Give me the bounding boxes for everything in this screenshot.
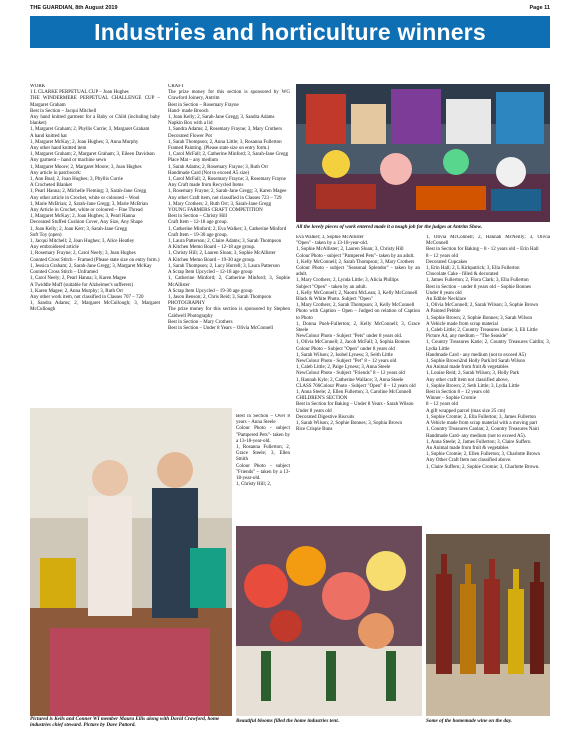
result-line: Best in Section – Jacqui Mitchell: [30, 108, 97, 114]
craft-display-photo: [296, 84, 550, 222]
result-line: 1, Jacqui Mitchell; 2, Joan Hughes; 3, Alice Heatley: [30, 239, 135, 245]
result-line: 1, Donna Pueh-Fullerton; 2, Kelly McConnell; 3, Grace Steele: [296, 321, 420, 334]
result-line: "Open" - taken by a 13-18-year-old.: [296, 241, 369, 247]
result-line: A Painted Pebble: [426, 309, 461, 315]
result-line: Best in Section – Mary Crothers: [168, 319, 233, 325]
result-line: 1, Carol Neely; 2, Pearl Hanna; 3, Karen Magee: [30, 276, 127, 282]
result-line: 1, Country Treasures Caolan; 2, Country Treasures Nairi: [426, 427, 540, 433]
result-line: Place Mat – any medium: [168, 158, 218, 164]
result-line: 1, Sarah Thompson; 2, Anna Little; 3, Rosanna Fullerton: [168, 139, 282, 145]
result-line: Handmade Card (Not to exceed A5 size): [168, 170, 250, 176]
result-line: 1, Sophie Brown; 2, Seth Little; 3, Lydia Little: [426, 383, 520, 389]
result-line: Framed Painting. (Please state size on entry form.): [168, 146, 270, 152]
result-line: Any Article in Crochet, white or coloured – Fine Thread: [30, 208, 143, 214]
homemade-wine-photo: [426, 534, 550, 716]
result-line: 1, Erin Hall; 2, L Kirkpatrick; 3, Ella Fullerton: [426, 266, 520, 272]
result-line: Colour Photo – Subject "Open" under 8 years old: [296, 346, 395, 352]
result-line: Decorated Cupcakes: [426, 259, 468, 265]
caption-blooms: Beautiful blooms filled the home industries tent.: [236, 718, 340, 724]
result-line: Best in Section for Baking – Under 8 Years - Sarah Wilson: [296, 402, 414, 408]
result-line: Colour Photo - subject "Friends" – taken by a 13-18-year-old.: [236, 463, 290, 482]
result-line: 1, Mary Crothers; 2, Ruth Orr; 3, Sarah-Jane Gregg: [168, 201, 272, 207]
result-line: Picture A4, any medium – "The Seaside": [426, 334, 508, 340]
blooms-illustration: [236, 526, 422, 716]
result-line: Best in Section – Rosemary Frayne: [168, 102, 239, 108]
result-line: 1, Margaret Graham; 2, Margaret Graham; 3, Eileen Davidson: [30, 152, 155, 158]
result-line: 1, Christy Hill; 2,: [236, 482, 272, 488]
result-line: Decorated Stuffed Cushion Cover, Any Size, Any Shape: [30, 220, 143, 226]
result-line: Handmade Card - any medium (not to exceed A5): [426, 352, 526, 358]
result-line: 1, Rosemary Frayne; 2, Carol Neely; 3, Joan Hughes: [30, 251, 136, 257]
result-line: Colour Photo - subject "Seasonal Splendor" - taken by an adult.: [296, 266, 420, 278]
page-header-bar: [30, 2, 550, 14]
result-line: 1, Karen Magee; 2, Anna Murphy; 3, Ruth Orr: [30, 288, 124, 294]
result-line: NewColour Photo - Subject "Pets" under 8 years old.: [296, 334, 403, 340]
result-line: Under 8 years old: [296, 408, 332, 414]
result-line: An Animal made from fruit & vegetables: [426, 445, 509, 451]
result-line: Handmade Card- any medium (not to exceed A5).: [426, 433, 526, 439]
result-line: 1, Louise Reid; 2, Sarah Wilson; 3, Holly Park: [426, 371, 520, 377]
result-line: A Twiddle Muff (suitable for Alzheimer's sufferers): [30, 282, 134, 288]
result-line: Any embroidered article: [30, 245, 79, 251]
results-column-3: [296, 235, 420, 523]
result-line: The prize money for this section is sponsored by Stephen Caldwell Photography: [168, 307, 290, 319]
result-line: 1, Kelly McConnell; 2, Naomi McLean; 3, Kelly McConnell: [296, 290, 418, 296]
result-line: A Vehicle made from scrap material with a moving part: [426, 421, 538, 427]
result-line: Craft Item – 12-18 age group.: [168, 220, 228, 226]
result-line: 1, Catherine Minford; 2, Eva Walker; 3, Catherine Minford: [168, 226, 287, 232]
result-line: 1, Marie McBrian; 2, Sarah-Jane Gregg; 3, Marie McBrian: [30, 201, 148, 207]
result-line: 1, Carol McFall; 2, Catherine Minford; 3, Sarah-Jane Gregg: [168, 152, 289, 158]
results-column-2: [168, 84, 290, 414]
page-number: Page 11: [529, 5, 550, 11]
result-line: Any other work item, not classified in Classes 707 – 720: [30, 294, 144, 300]
result-line: 1, Pearl Hanna; 2, Michelle Fleming; 3, Sarah-Jane Gregg: [30, 189, 147, 195]
result-line: Colour Photo - subject "Pampered Pets"- taken by a 13-18-year-old.: [236, 426, 290, 444]
result-line: 1, Margaret Graham; 2, Phyllis Currie; 3, Margaret Graham: [30, 127, 150, 133]
result-line: Best in Section – Under 8 Years – Olivia McConnell: [168, 325, 273, 331]
result-line: 1, Joan Kelly; 2, Sarah-Jane Gregg; 3, Sandra Adams: [168, 115, 275, 121]
result-line: 1, Ann Boal; 2, Joan Hughes; 3, Phyllis Currie: [30, 177, 123, 183]
result-line: Best in Section – Over 8 years – Anna Steele: [236, 414, 290, 426]
result-line: 1, Sandra Adams; 2, Rosemary Frayne; 3, Mary Crothers: [168, 127, 283, 133]
result-line: A Kitchen Memo Board – 12-18 age group.: [168, 245, 256, 251]
result-line: 1, Olivia McConnell; 2, Sarah Wilson; 3, Sophie Brown: [426, 303, 539, 309]
result-line: 1, Catherine Minford; 2, Catherine Minford; 3, Sophie McAllister: [168, 276, 290, 288]
result-line: Counted Cross Stitch – Unframed: [30, 270, 98, 276]
result-line: 1, James Fullerton; 2, Flora Clark; 3, Ella Fullerton: [426, 278, 529, 284]
result-line: Decorated Digestive Biscuits: [296, 414, 355, 420]
result-line: Eva Walker; 3, Sophie McAllister: [296, 235, 364, 240]
headline-banner: [30, 16, 550, 48]
result-line: Craft Item – 19-30 age group.: [168, 232, 228, 238]
result-line: Napkin Box with a lid: [168, 121, 213, 127]
result-line: Any other hand knitted item: [30, 146, 87, 152]
result-line: A hand knitted hat: [30, 133, 67, 139]
result-line: Best in Section – under 8 years old – Sophie Bonnes: [426, 284, 531, 290]
result-line: 1, Jason Benson; 2, Chris Reid; 3, Sarah Thompson: [168, 294, 272, 300]
result-line: 1, Country Treasures Katie; 2, Country Treasures Caitlin; 3, Lydia Little: [426, 340, 550, 352]
portrait-illustration: [30, 408, 232, 716]
caption-maura-ellis: Pictured is Kells and Conner WI member Maura Ellis along with David Crawford, home industries chief steward. Picture by Dave Pattord.: [30, 716, 220, 729]
result-line: 1, Rosanna Fullerton; 2, Grace Steele; 3, Ellen Smith: [236, 445, 290, 463]
result-line: The prize money for this section is sponsored by WG Crawford Joinery, Antrim: [168, 90, 290, 102]
result-line: 1, Sophie Brown2nd Holly Park3rd Sarah Wilson: [426, 359, 526, 365]
result-line: 1, Jessica Graham; 2, Sarah-Jane Gregg; 3, Margaret McKay: [30, 263, 152, 269]
craft-display-illustration: [296, 84, 550, 222]
result-line: 1, Sophie Cromie; 2, Ellen Fullerton; 3, Charlotte Brown: [426, 452, 541, 458]
result-line: 8 – 12 years old: [426, 402, 458, 408]
wine-bottles-illustration: [426, 534, 550, 716]
result-line: Any hand knitted garment for a Baby or Child (including baby blanket): [30, 115, 160, 127]
result-line: A Scrap Item Upcycled – 19-30 age group: [168, 288, 253, 294]
result-line: A Crocheted Blanket: [30, 183, 72, 189]
result-line: NewColour Photo - Subject "Friends" 8 – 12 years old: [296, 371, 405, 377]
result-line: Any Other Craft Item not classified above.: [426, 458, 512, 464]
result-line: 1, Anna Steele; 2, James Fullerton; 3, Claire Suffern: [426, 439, 531, 445]
blooms-photo: [236, 526, 422, 716]
result-line: CLASS 766Colour Photo - Subject "Open" 8 – 12 years old: [296, 383, 416, 389]
result-line: 1, Rosemary Frayne; 2, Sarah-Jane Gregg; 3, Karen Magee: [168, 189, 287, 195]
result-line: A Scrap Item Upcycled – 12-18 age group: [168, 270, 253, 276]
result-line: CHILDREN'S SECTION: [296, 396, 348, 402]
result-line: Any Craft made from Recycled Items: [168, 183, 244, 189]
result-line: 1, Sarah Wilson; 2, Sophie Bonnes; 3, Sophia Brown: [296, 421, 402, 427]
result-line: 1, Olivia McConnell; 2, Jacob McFall; 3, Sophia Bonnes: [296, 340, 410, 346]
caption-craft-display: All the lovely pieces of work entered made it a tough job for the judges at Antrim Show.: [296, 224, 483, 230]
results-column-1: [30, 84, 160, 402]
result-line: 1, Sarah Adams; 2, Rosemary Frayne; 3, Ruth Orr: [168, 164, 269, 170]
caption-homemade-wine: Some of the homemade wine on the day.: [426, 718, 512, 724]
maura-ellis-photo: [30, 408, 232, 716]
result-line: 1, Kelly McConnell; 2, Sarah Thompson; 3, Mary Crothers: [296, 259, 415, 265]
result-line: 1, Sarah Wilson; 2, Isobel Lyness; 3, Seith Little: [296, 352, 393, 358]
result-line: 1, Laura Patterson; 2, Claire Adams; 3, Sarah Thompson: [168, 239, 282, 245]
result-line: YOUNG FARMERS CRAFT COMPETITION: [168, 208, 263, 214]
result-line: 1, Margaret McKay; 2, Joan Hughes; 3, Anna Murphy: [30, 139, 139, 145]
result-line: Winner – Sophie Cromie: [426, 396, 476, 402]
headline: Industries and horticulture winners: [94, 19, 486, 45]
result-line: 8 – 12 years old: [426, 253, 458, 259]
result-line: 1, Sophie McAllister; 2, Lauren Sloan; 3, Christy Hill: [296, 247, 404, 253]
result-line: Best in Section 8 – 12 years old: [426, 390, 490, 396]
result-line: 1, Mary Crothers; 2, Lynda Little; 3, Alicia Phillips: [296, 278, 399, 284]
result-line: 1, Hannah Kyle; 2, Catherine Wallace; 3, Anna Steele: [296, 377, 404, 383]
result-line: An Animal made from fruit & vegetables: [426, 365, 509, 371]
results-column-2-continued: [236, 414, 290, 522]
result-line: A Vehicle made from scrap material: [426, 321, 498, 327]
result-line: Any article in patchwork:: [30, 170, 82, 176]
result-line: 1, Caleb Little; 2, Country Treasures Jamie; 3, Eli Little: [426, 328, 538, 334]
result-line: Colour Photo - subject "Pampered Pets"- taken by an adult.: [296, 253, 415, 259]
result-line: Any other Craft item, not classified in Classes 723 – 729: [168, 195, 282, 201]
result-line: A gift wrapped parcel (max size 25 cm): [426, 408, 506, 414]
result-line: Decorated Flower Pot: [168, 133, 212, 139]
results-column-4: [426, 235, 550, 533]
result-line: NewColour Photo - Subject "Pet" 8 – 12 years old: [296, 359, 397, 365]
result-line: 1, Sandra Adams; 2, Margaret McCullough; 3, Margaret McCullough: [30, 301, 160, 313]
result-line: 1, Joan Kelly; 2, Joan Kerr; 3, Sarah-Jane Gregg: [30, 226, 128, 232]
result-line: Black & White Photo. Subject "Open": [296, 297, 373, 303]
result-line: Chocolate Cake - filled & decorated: [426, 272, 499, 278]
result-line: THE WINDERMERE PERPETUAL CHALLENGE CUP – Margaret Graham: [30, 96, 160, 108]
result-line: Best in Section for Baking – 8 - 12 years old – Erin Hall: [426, 247, 539, 253]
result-line: A Kitchen Memo Board – 19-30 age group.: [168, 257, 256, 263]
result-line: 1, Claire Suffern; 2, Sophie Cromie; 3, Charlotte Brown.: [426, 464, 540, 470]
result-line: Any other article in Crochet, white or coloured – Wool: [30, 195, 140, 201]
result-line: Any other craft item not classified above,: [426, 377, 509, 383]
result-line: 1, Caleb Little; 2, Paige Lyness; 3, Anna Steele: [296, 365, 391, 371]
result-line: 1, Margaret Moore; 2, Margaret Moore; 3, Joan Hughes: [30, 164, 142, 170]
result-line: WORK: [30, 84, 46, 89]
result-line: CRAFT: [168, 84, 185, 89]
result-line: Under 8 years old: [426, 290, 462, 296]
result-line: 1, Sarah Thompson; 2, Lucy Hurrell; 3, Laura Patterson: [168, 263, 280, 269]
result-line: 1, Mary Crothers; 2, Sarah Thompson; 3, Kelly McConnell: [296, 303, 415, 309]
publication-date: THE GUARDIAN, 8th August 2019: [30, 5, 118, 11]
result-line: 1, Christy Hill; 2, Lauren Sloan; 3, Sophie McAllister: [168, 251, 276, 257]
result-line: Photo with Caption – Open – Judged on relation of Caption to Photo: [296, 309, 420, 321]
result-line: 1, Sophie Brown; 2, Sophie Bonnes; 3, Sarah Wilson: [426, 315, 532, 321]
result-line: 1, Anna Steele; 2, Ellen Fullerton; 3, Caroline McConnell: [296, 390, 412, 396]
result-line: Any garment – hand or machine sewn: [30, 158, 107, 164]
result-line: Rice Crispie Buns: [296, 427, 333, 433]
result-line: Soft Toy (open): [30, 232, 62, 238]
result-line: 1, Carol McFall; 2, Rosemary Frayne; 3, Rosemary Frayne: [168, 177, 286, 183]
result-line: Counted Cross Stitch – Framed (Please state size on entry form.): [30, 257, 160, 263]
result-line: Subject "Open" - taken by an adult.: [296, 284, 367, 290]
result-line: Best in Section – Christy Hill: [168, 214, 228, 220]
result-line: 1, Margaret McKay; 2, Joan Hughes; 3, Pearl Hanna: [30, 214, 136, 220]
result-line: PHOTOGRAPHY: [168, 301, 206, 307]
result-line: 1 L CLARKE PERPETUAL CUP – Joan Hughes: [30, 90, 129, 96]
result-line: 1, Olivia McConnell; 2, Hannah McNeilly; 3, Olivia McConnell: [426, 235, 550, 247]
result-line: An Edible Necklace: [426, 297, 467, 303]
result-line: 1, Sophie Cromie; 2, Ella Fullerton; 3, James Fullerton: [426, 414, 536, 420]
result-line: Hand- made Brooch: [168, 108, 209, 114]
